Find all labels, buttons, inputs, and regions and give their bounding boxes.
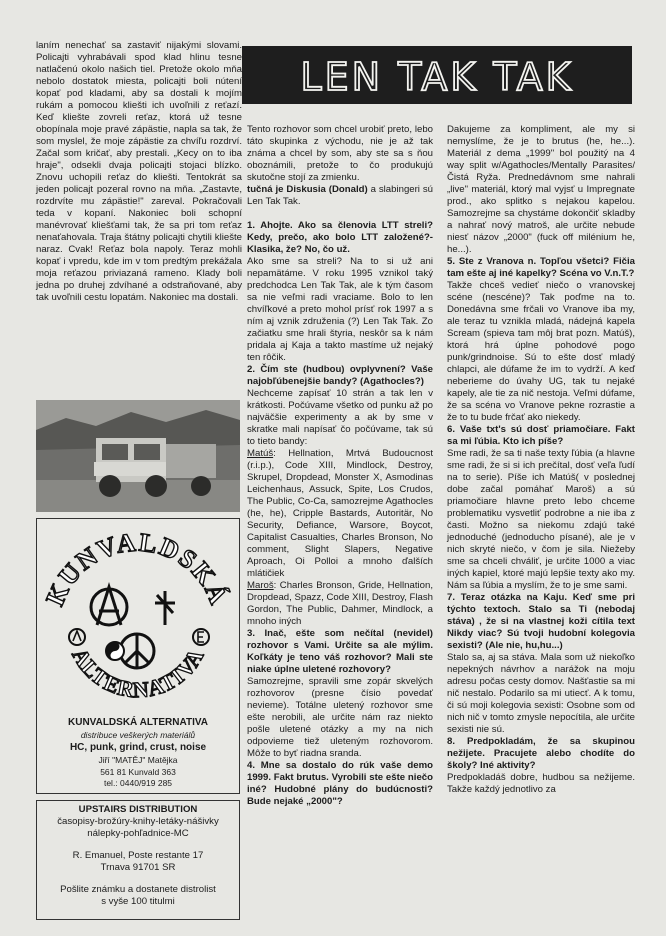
- kunvaldska-arc-text-bottom: ALTERNATIVA: [67, 643, 209, 703]
- upstairs-note: Pošlite známku a dostanete distrolist: [60, 884, 216, 895]
- upstairs-note: s vyše 100 titulmi: [101, 896, 175, 907]
- anarchy-icon: [91, 587, 127, 625]
- matus-label: Matúš: [247, 448, 274, 459]
- matus-list: : Hellnation, Mrtvá Budoucnost (r.i.p.), Code XIII, Mindlock, Destroy, Skrupel, Dropdead, Monster X, Asmodinas Leichenhaus, Assuck, Spite, Los Crudos, The Public, Co-Ca, samozrejme Agathocles (he, he), Cripple Bastards, Autoritär, No Security, Defiance, Warsore, Boycot, Capitalist Casualties, Charles Bronson, No comment, Slight Slapers, Negative Aproach, Oi Polloi a mnoho ďalších mlátičiek: [247, 448, 433, 579]
- circled-e-icon: [193, 629, 209, 645]
- upstairs-line: časopisy-brožúry-knihy-letáky-nášivky: [57, 816, 219, 827]
- intro-text: Tento rozhovor som chcel urobiť preto, lebo táto skupinka z východu, nie je až tak známa a chcel by som, aby ste sa s ňou oboznámili, pretože to čo produkujú skutočne stojí za zmienku.: [247, 124, 433, 183]
- question-7: 7. Teraz otázka na Kaju. Keď sme pri týchto textoch. Stalo sa Ti (nebodaj stáva) , že si na vlastnej koži cítila text Nikdy viac? Sú tvoji hudobní kolegovia sexisti? (Ale nie, hu,hu...): [447, 592, 635, 651]
- maros-label: Maroš: [247, 580, 274, 591]
- left-column: [36, 40, 242, 304]
- ankh-icon: [155, 591, 175, 625]
- question-5: 5. Ste z Vranova n. Topľou všetci? Fičia tam ešte aj iné kapelky? Scéna vo V.n.T.?: [447, 256, 635, 279]
- question-2: 2. Čím ste (hudbou) ovplyvnení? Vaše najobľúbenejšie bandy? (Agathocles?): [247, 364, 433, 387]
- kunvaldska-arc-text: KUNVALDSKÁ: [40, 527, 234, 610]
- kunvaldska-name: KUNVALDSKÁ ALTERNATIVA: [68, 717, 208, 728]
- kunvaldska-address: 561 81 Kunvald 363: [100, 767, 176, 777]
- kunvaldska-phone: tel.: 0440/919 285: [103, 778, 173, 788]
- kunvaldska-genres: HC, punk, grind, crust, noise: [69, 742, 207, 753]
- answer-7: Stalo sa, aj sa stáva. Malа som už niekoľko nepekných návrhov a narážok na moju adresu počas cesty domov. Našťastie sa mi nič nestalo. Podarilo sa mi utiecť. A k tomu, či sú moji kolegovia sexisti: Osobne som od nich nič v tomto zmysle nepocítila, ale určite sexisti nie sú.: [447, 652, 635, 735]
- truck-photo: [36, 400, 240, 512]
- middle-column: [247, 124, 433, 808]
- peace-icon: [120, 634, 154, 668]
- intro-tail: a slabingeri sú Len Tak Tak.: [247, 184, 433, 207]
- kunvaldska-logo: [37, 519, 238, 719]
- answer-6: Sme radi, že sa ti naše texty ľúbia (a hlavne sme radi, že si si ich prečítal, dosť veľa ľudí na to serie). Píše ich Matúš( v poslednej dobe začal pomáhať Maroš) a sú priamočiare hlavne preto lebo chceme problematiku vysvetliť podrobne a nie iba z časti. Možno sa niekomu zdajú také jednoduché (jednoducho písané), ale je v nich skryté niečo, v čom je sila. Niežeby sme sa chceli chváliť, je určite 1000 a viac iných kapiel, ktoré majú lepšie texty ako my. Nám sa ľúbia a myslím, že to je sme sami.: [447, 448, 635, 591]
- question-8: 8. Predpokladám, že sa skupinou nežijete. Pracujete alebo chodíte do školy? Iné aktivity?: [447, 736, 635, 771]
- answer-3: Samozrejme, spravili sme zopár skvelých rozhovorov (presne čísio povedať nevieme). Totálne uletený rozhovor sme ešte nerobili, ale určite nám raz niekto pošle uletené otázky a my na nich odpovieme tiež uleteným rozhovorom. Môže to byť riadna sranda.: [247, 676, 433, 759]
- question-1: 1. Ahojte. Ako sa členovia LTT streli? Kedy, prečo, ako bolo LTT založené?- Klasika, že? No, čo už.: [247, 220, 433, 255]
- maros-list: : Charles Bronson, Gride, Hellnation, Dropdead, Spazz, Code XIII, Destroy, Flash Gordon, The Public, Dahmer, Mindlock, a mnoho iných: [247, 580, 433, 627]
- upstairs-address: Trnava 91701 SR: [100, 862, 176, 873]
- answer-2: Nechceme zapísať 10 strán a tak len v krátkosti. Počúvame všetko od punku až po najväčšie experimenty a ak by sme v skratke mali napísať čo počúvame, tak sú to tieto bandy:: [247, 388, 433, 447]
- left-paragraph: laním nenechať sa zastaviť nijakými slovami. Policajti vyhrabávali spod klad hlinu tesne natlačenú okolo našich tiel. Pretože okolo mňa nebolo dostatok miesta, policajti boli nútení kopať pod kladami, aby sa dostali k mojím rukám a pomocou kliešti ich uvoľnili z reťazí. Keď kliešte zovreli reťaz, ktorá už tesne obopínala moje pravé zápästie, napla sa tak, že som myslel, že moje zápästie za chvíľu rozdrví. Začal som kričať, aby prestali. „Kecy on to iba hraje", odsekli dvaja policajti stojaci blízko. Znovu uchopili reťaz do kliešti. Tentokrát sa jeden policajt pozeral rovno na mňa. „Zastavte, rozdrvíte mu zápästie!" zareval. Pokračovali teda v kopaní. Nakoniec boli schopní manévrovať kliešťami tak, že sa pri tom reťaz nenaťahovala. Traja štátny policajti chytili kliešte naraz. Cvak! Reťaz bola napoly. Teraz mohli kopať i vpredu, kde im v tom predtým prekážala moja reťazou priviazaná rameno. Klady boli jedna po druhej zdvíhané a odstraňované, aby tak uvoľnili cestu lopatám. Nakoniec ma dostali.: [36, 40, 242, 303]
- kunvaldska-ad: [36, 518, 240, 794]
- upstairs-title: UPSTAIRS DISTRIBUTION: [78, 804, 198, 815]
- circled-a-icon: [69, 629, 85, 645]
- answer-8: Predpokladáš dobre, hudbou sa nežijeme. Takže každý jednotlivo za: [447, 772, 635, 795]
- question-3: 3. Inač, ešte som nečítal (nevidel) rozhovor s Vami. Určite sa ale mýlim. Koľkáty je teno váš rozhovor? Mali ste niake úplne uletené rozhovory?: [247, 628, 433, 675]
- answer-4: Dakujeme za kompliment, ale my si nemyslíme, že je to brutus (he, he...). Materiál z dema „1999" bol použitý na 4 way split w/Agathocles/Mentally Parasites/Čistá Ryža. Prednedávnom sme nahrali „live" materiál, ktorý mal vyjsť u Impregnate prod., ako splitko s nejakou kapelou. Samozrejme sa chystáme dokončiť skladby a nahrať nový matroš, ale určite nebude niesť názov „2000" (fuck off milénium he, he...).: [447, 124, 635, 255]
- question-6: 6. Vaše txt's sú dosť priamočiare. Fakt sa mi ľúbia. Kto ich píše?: [447, 424, 635, 447]
- svg-text:KUNVALDSKÁ: [40, 527, 234, 609]
- answer-1: Ako sme sa streli? Na to si už ani nepamätáme. V roku 1995 vznikol taký predchodca Len Tak Tak, ale k tým časom sa nie veľmi radi vraciame. Bolo to len chvíľkové a preto mohol prísť rok 1997 a s ním aj vznik združenia (?) Len Tak Tak. Zo začiatku sme hrali štyria, neskôr sa k nám pridala aj Kaja a takto mastíme už nejaký ten rôčik.: [247, 256, 433, 363]
- kunvaldska-contact: Jiří "MATĚJ" Matějka: [98, 755, 178, 765]
- upstairs-ad: [36, 800, 240, 920]
- banner-title: LEN TAK TAK: [300, 55, 574, 99]
- right-column: [447, 124, 635, 796]
- kunvaldska-tagline: distribuce veškerých materiálů: [80, 730, 196, 740]
- question-4: 4. Mne sa dostalo do rúk vaše demo 1999. Fakt brutus. Vyrobili ste ešte niečo iné? Hudobné plány do budúcnosti? Bude nejaké „2000"?: [247, 760, 433, 807]
- intro-bold: tučná je Diskusia (Donald): [247, 184, 368, 195]
- answer-5: Takže chceš vedieť niečo o vranovskej scéne (nescéne)? Tak poďme na to. Donedávna sme frčali vo Vranove iba my, ale teraz tu vznikla mladá, nádejná kapela Scream (spieva tam môj brat pozn. Matúš), ktorá hrá úplne pohodové pogo punk/grindnoise. Sú to ešte dosť mladý chlapci, ale dúfame že im to vydrží. A keď neberieme do úvahy UG, tak tu nejaké kapely, ale tie za nič nestoja. Veľmi dúfame, že sa scéna vo Vranove pekne rozrastie a že to tu bude frčať ako niekedy.: [447, 280, 635, 423]
- yin-yang-icon: [106, 642, 124, 660]
- upstairs-address: R. Emanuel, Poste restante 17: [72, 850, 204, 861]
- title-banner: [242, 46, 632, 104]
- upstairs-line: nálepky-pohľadnice-MC: [87, 828, 189, 839]
